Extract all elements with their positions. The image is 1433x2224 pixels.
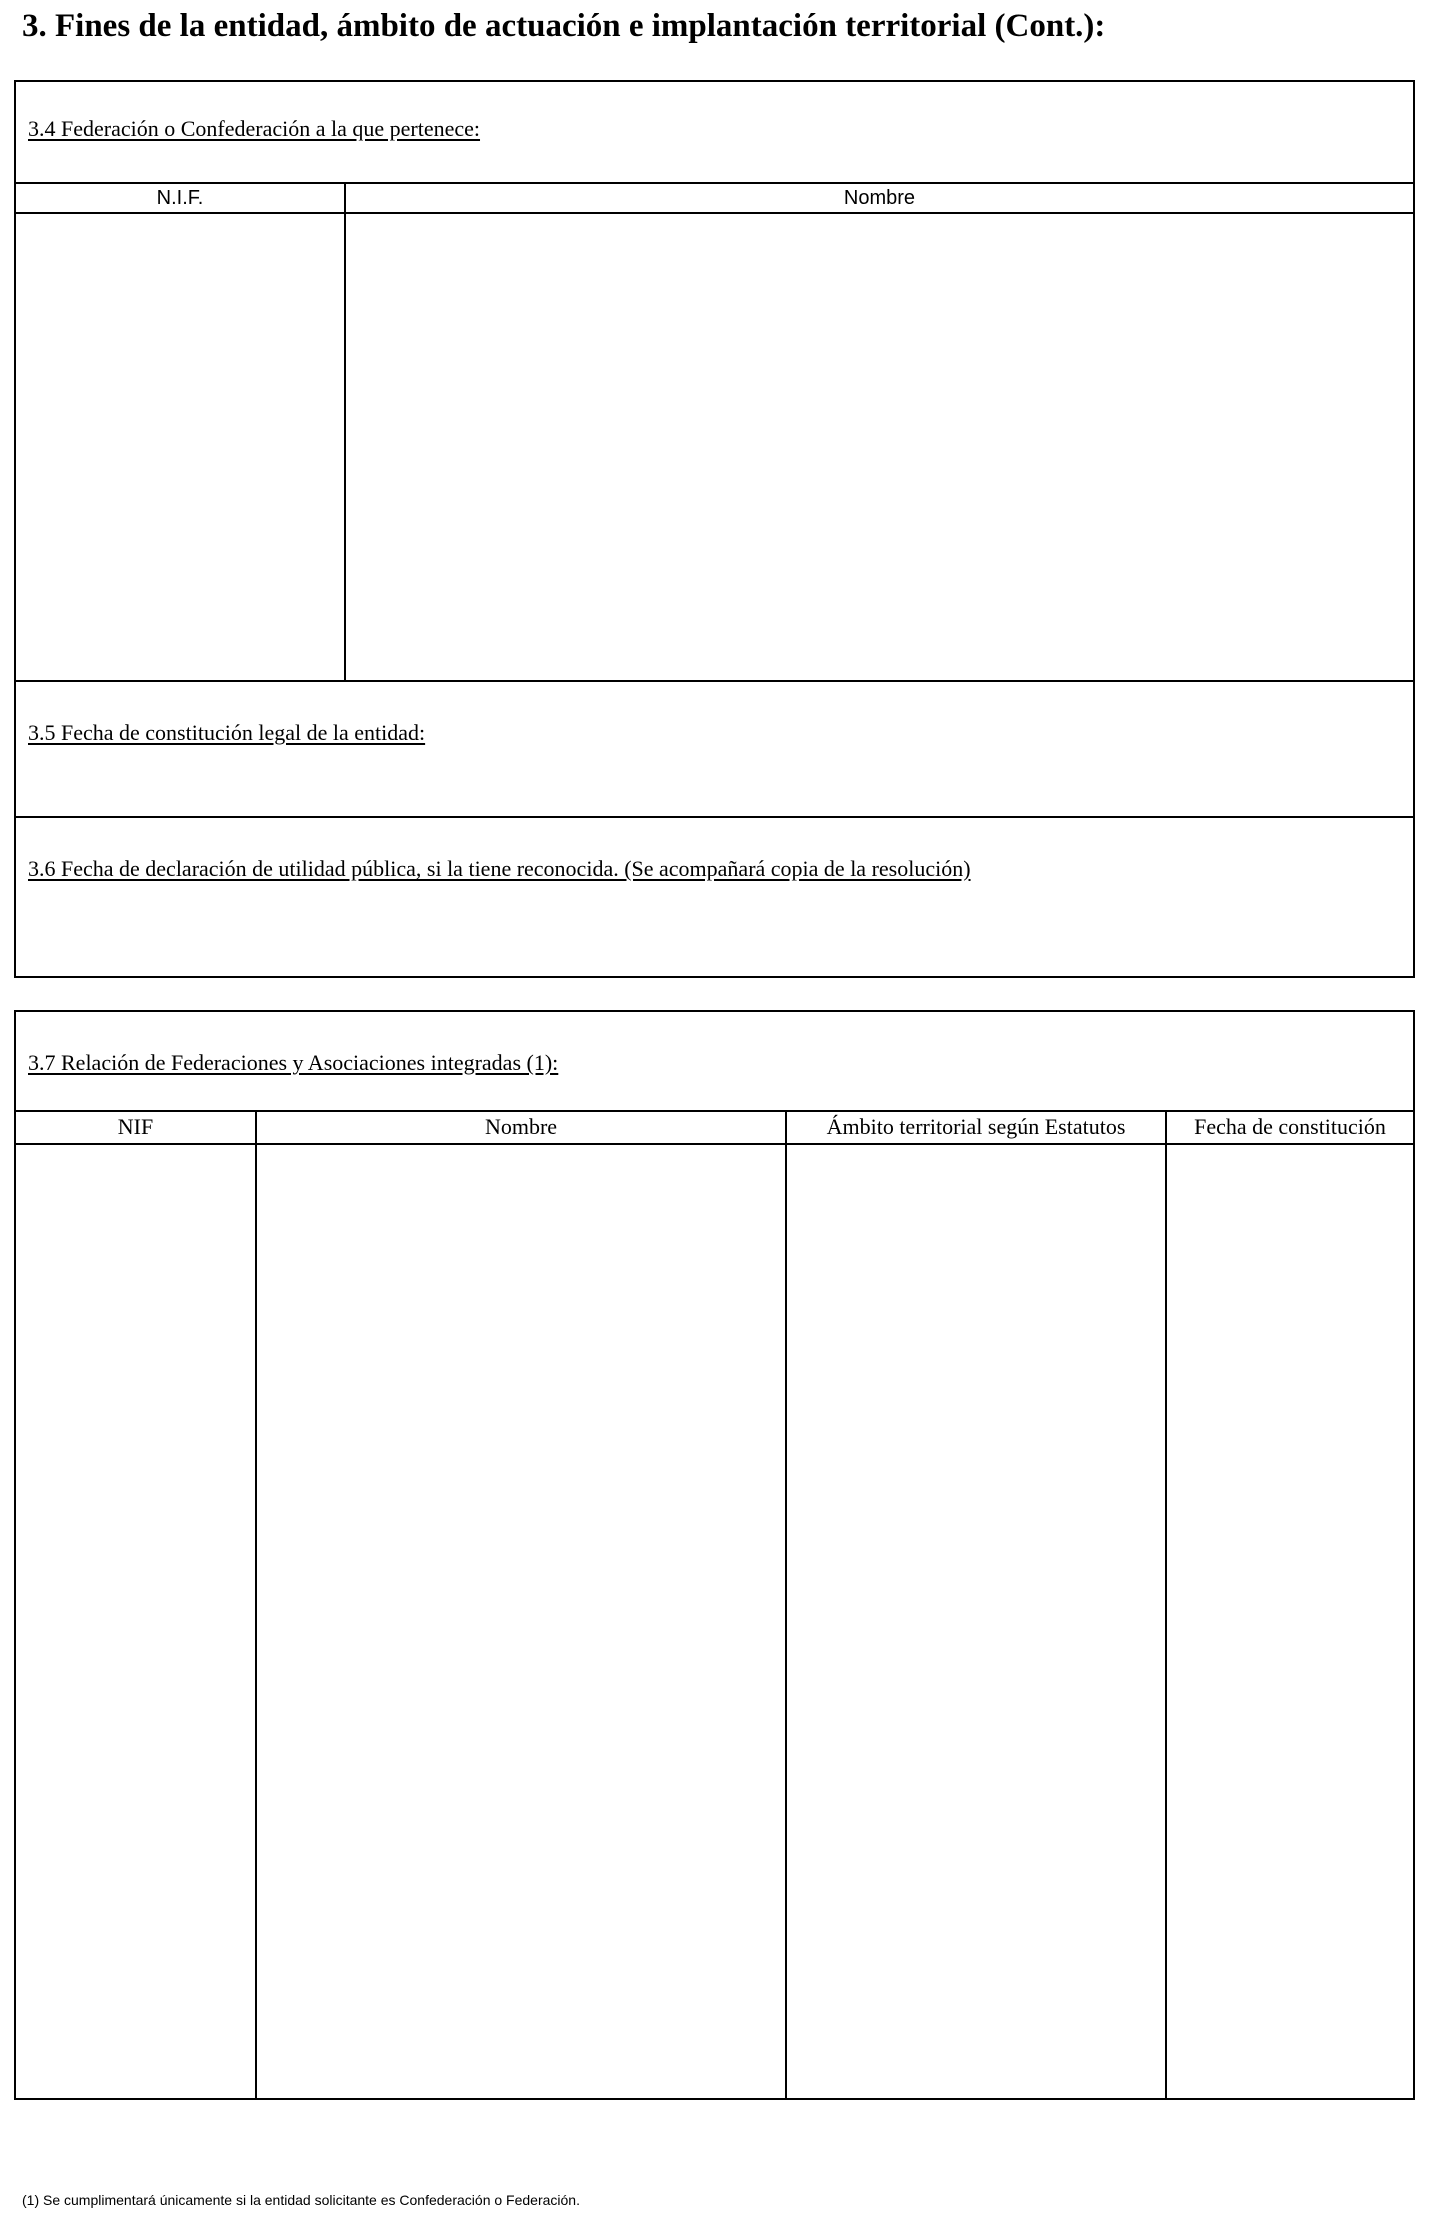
- section-3-4-label: 3.4 Federación o Confederación a la que pertenece:: [28, 116, 481, 141]
- integrated-fecha-cell[interactable]: [1167, 1145, 1413, 2098]
- section-3-5-label: 3.5 Fecha de constitución legal de la entidad:: [28, 720, 426, 745]
- column-header-fecha-constitucion: Fecha de constitución: [1194, 1114, 1386, 1139]
- section-3-7-label: 3.7 Relación de Federaciones y Asociaciones integradas (1):: [28, 1050, 559, 1075]
- nif-entry-cell[interactable]: [16, 214, 344, 680]
- integrated-nombre-cell[interactable]: [257, 1145, 785, 2098]
- column-header-nif: N.I.F.: [156, 187, 204, 209]
- footnote: (1) Se cumplimentará únicamente si la entidad solicitante es Confederación o Federación.: [22, 2192, 580, 2208]
- page-title: 3. Fines de la entidad, ámbito de actuación e implantación territorial (Cont.):: [22, 8, 1106, 44]
- column-header-nombre: Nombre: [484, 1114, 558, 1139]
- integrated-ambito-cell[interactable]: [787, 1145, 1165, 2098]
- section-3-6-divider: [14, 816, 1415, 818]
- constitution-date-field[interactable]: [28, 752, 1398, 812]
- public-utility-date-field[interactable]: [28, 890, 1398, 970]
- column-header-ambito-territorial: Ámbito territorial según Estatutos: [826, 1114, 1126, 1139]
- integrated-nif-cell[interactable]: [16, 1145, 255, 2098]
- section-3-5-divider: [14, 680, 1415, 682]
- section-3-6-label: 3.6 Fecha de declaración de utilidad pública, si la tiene reconocida. (Se acompañará copia de la resolución): [28, 856, 971, 881]
- column-header-nombre: Nombre: [843, 187, 916, 209]
- nombre-entry-cell[interactable]: [346, 214, 1413, 680]
- column-header-nif: NIF: [117, 1114, 154, 1139]
